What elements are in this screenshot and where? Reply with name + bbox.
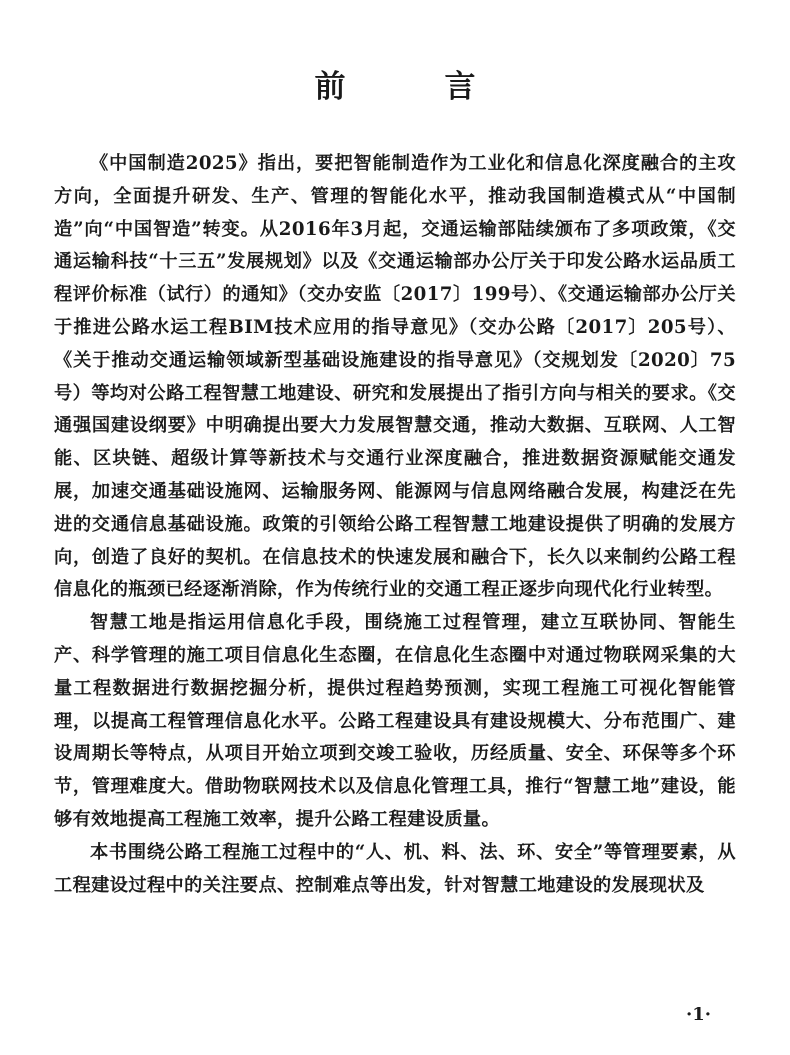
- paragraph-1: 《中国制造2025》指出，要把智能制造作为工业化和信息化深度融合的主攻方向，全面提升研发、生产、管理的智能化水平，推动我国制造模式从“中国制造”向“中国智造”转变。从2016年3月起，交通运输部陆续颁布了多项政策，《交通运输科技“十三五”发展规划》以及《交通运输部办公厅关于印发公路水运品质工程评价标准（试行）的通知》（交办安监〔2017〕199号）、《交通运输部办公厅关于推进公路水运工程BIM技术应用的指导意见》（交办公路〔2017〕205号）、《关于推动交通运输领域新型基础设施建设的指导意见》（交规划发〔2020〕75号）等均对公路工程智慧工地建设、研究和发展提出了指引方向与相关的要求。《交通强国建设纲要》中明确提出要大力发展智慧交通，推动大数据、互联网、人工智能、区块链、超级计算等新技术与交通行业深度融合，推进数据资源赋能交通发展，加速交通基础设施网、运输服务网、能源网与信息网络融合发展，构建泛在先进的交通信息基础设施。政策的引领给公路工程智慧工地建设提供了明确的发展方向，创造了良好的契机。在信息技术的快速发展和融合下，长久以来制约公路工程信息化的瓶颈已经逐渐消除，作为传统行业的交通工程正逐步向现代化行业转型。: [54, 153, 736, 601]
- paragraph-3: 本书围绕公路工程施工过程中的“人、机、料、法、环、安全”等管理要素，从工程建设过程中的关注要点、控制难点等出发，针对智慧工地建设的发展现状及: [54, 841, 736, 896]
- paragraph-2: 智慧工地是指运用信息化手段，围绕施工过程管理，建立互联协同、智能生产、科学管理的施工项目信息化生态圈，在信息化生态圈中对通过物联网采集的大量工程数据进行数据挖掘分析，提供过程趋势预测，实现工程施工可视化智能管理，以提高工程管理信息化水平。公路工程建设具有建设规模大、分布范围广、建设周期长等特点，从项目开始立项到交竣工验收，历经质量、安全、环保等多个环节，管理难度大。借助物联网技术以及信息化管理工具，推行“智慧工地”建设，能够有效地提高工程施工效率，提升公路工程建设质量。: [54, 612, 736, 830]
- body-text: [54, 148, 736, 902]
- page-number: ·1·: [686, 1004, 712, 1025]
- page-title: 前 言: [314, 68, 510, 105]
